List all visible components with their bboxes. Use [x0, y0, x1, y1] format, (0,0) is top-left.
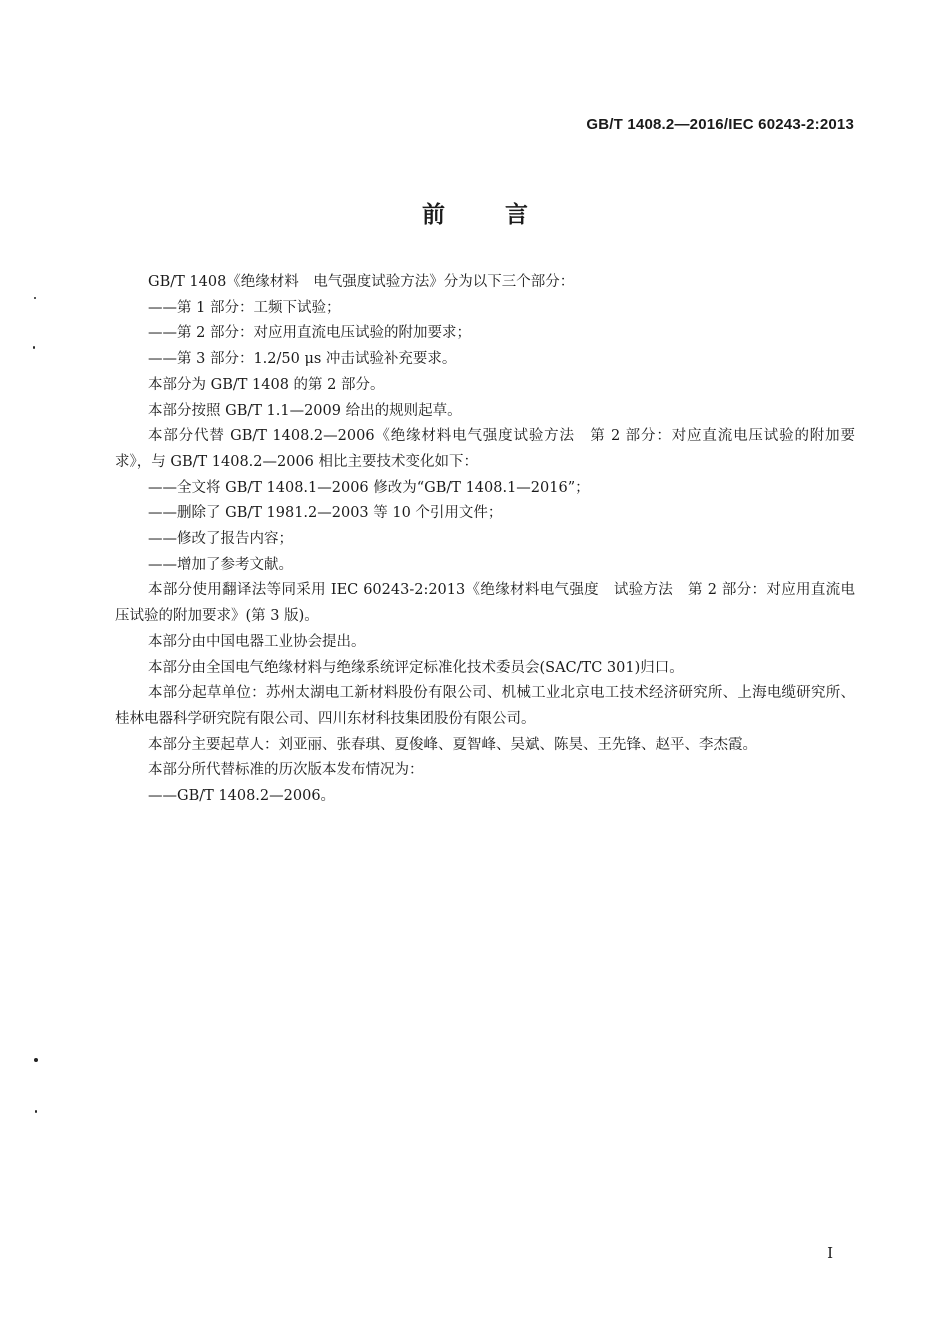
standard-number-header: GB/T 1408.2—2016/IEC 60243-2:2013 — [586, 116, 854, 133]
paragraph: 本部分起草单位：苏州太湖电工新材料股份有限公司、机械工业北京电工技术经济研究所、上海电缆研究所、桂林电器科学研究院有限公司、四川东材科技集团股份有限公司。 — [115, 685, 855, 727]
paragraph: 本部分按照 GB/T 1.1—2009 给出的规则起草。 — [148, 402, 462, 419]
list-item: ——删除了 GB/T 1981.2—2003 等 10 个引用文件； — [148, 505, 503, 522]
list-item: ——GB/T 1408.2—2006。 — [148, 788, 336, 805]
paragraph: 本部分由中国电器工业协会提出。 — [148, 633, 366, 650]
scan-speck — [35, 1110, 37, 1113]
page-number: I — [827, 1244, 833, 1262]
paragraph: 本部分代替 GB/T 1408.2—2006《绝缘材料电气强度试验方法 第 2 部分：对应直流电压试验的附加要求》，与 GB/T 1408.2—2006 相比主要技术变化如下： — [115, 428, 855, 470]
list-item: ——增加了参考文献。 — [148, 556, 293, 573]
paragraph: 本部分主要起草人：刘亚丽、张春琪、夏俊峰、夏智峰、吴斌、陈昊、王先锋、赵平、李杰霞。 — [148, 736, 757, 753]
paragraph: 本部分为 GB/T 1408 的第 2 部分。 — [148, 376, 385, 393]
scan-speck — [33, 346, 35, 349]
foreword-body — [115, 270, 855, 810]
list-item: ——修改了报告内容； — [148, 531, 293, 548]
paragraph: 本部分所代替标准的历次版本发布情况为： — [148, 762, 424, 779]
list-item: ——第 2 部分：对应用直流电压试验的附加要求； — [148, 325, 471, 342]
paragraph: 本部分由全国电气绝缘材料与绝缘系统评定标准化技术委员会(SAC/TC 301)归口。 — [148, 659, 684, 676]
page-title: 前言 — [422, 202, 588, 228]
paragraph: GB/T 1408《绝缘材料 电气强度试验方法》分为以下三个部分： — [148, 274, 575, 290]
scan-speck — [34, 1058, 38, 1062]
list-item: ——第 1 部分：工频下试验； — [148, 299, 341, 316]
paragraph: 本部分使用翻译法等同采用 IEC 60243-2:2013《绝缘材料电气强度 试验方法 第 2 部分：对应用直流电压试验的附加要求》(第 3 版)。 — [115, 582, 855, 625]
list-item: ——全文将 GB/T 1408.1—2006 修改为“GB/T 1408.1—2016”； — [148, 479, 590, 496]
list-item: ——第 3 部分：1.2/50 μs 冲击试验补充要求。 — [148, 351, 457, 368]
scan-speck — [34, 297, 36, 299]
